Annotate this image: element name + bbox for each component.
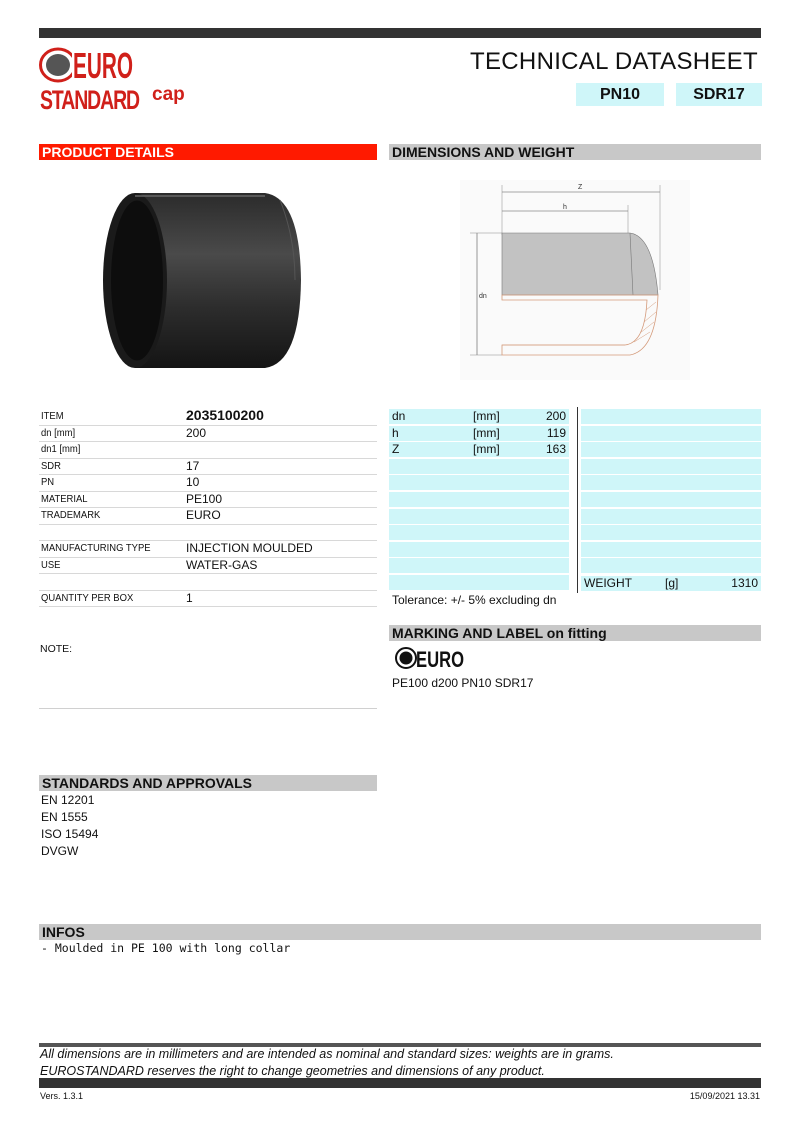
spec-value: 200 [186, 425, 207, 440]
marking-logo-text: EURO [416, 647, 464, 672]
date-text: 15/09/2021 13.31 [689, 1091, 760, 1101]
technical-drawing [460, 180, 690, 380]
spec-value: WATER-GAS [186, 557, 258, 572]
standards-header: STANDARDS AND APPROVALS [39, 775, 377, 791]
eurostandard-logo [39, 46, 139, 118]
weight-unit: [g] [665, 576, 679, 590]
dimension-row [389, 558, 569, 573]
dimension-val: 119 [546, 425, 566, 440]
dimension-row [389, 459, 569, 474]
document-title: TECHNICAL DATASHEET [470, 48, 758, 75]
spec-label: dn1 [mm] [41, 443, 81, 455]
dimension-row [389, 475, 569, 490]
standard-item: EN 1555 [41, 810, 88, 824]
footer-line-1: All dimensions are in millimeters and are intended as nominal and standard sizes: weights are in grams. [40, 1047, 614, 1061]
dimension-row-right [581, 525, 761, 540]
dimension-row [389, 525, 569, 540]
dimension-name: dn [392, 409, 406, 423]
dimension-separator [577, 407, 578, 593]
spec-label: dn [mm] [41, 426, 76, 439]
drawing-label-h: h [563, 204, 567, 211]
dimension-row-right [581, 509, 761, 524]
spec-row [39, 458, 377, 476]
spec-row [39, 590, 377, 608]
spec-row [39, 491, 377, 509]
spec-value: 10 [186, 475, 200, 489]
marking-logo [395, 646, 465, 670]
note-label: NOTE: [40, 643, 73, 655]
dimension-row [389, 575, 569, 590]
spec-row [39, 540, 377, 558]
dimension-val: 163 [545, 442, 566, 457]
dimension-row-right [581, 426, 761, 441]
dimension-row-right [581, 475, 761, 490]
spec-row [39, 524, 377, 542]
tolerance-text: Tolerance: +/- 5% excluding dn [392, 593, 557, 607]
dimension-name: Z [392, 442, 400, 457]
sdr-badge: SDR17 [676, 83, 762, 106]
spec-label: PN [41, 476, 55, 488]
spec-value: 1 [186, 590, 193, 605]
dimension-val: 200 [545, 409, 566, 423]
spec-label: MANUFACTURING TYPE [41, 542, 151, 554]
dimension-row [389, 509, 569, 524]
spec-row [39, 425, 377, 443]
dimension-row-right [581, 492, 761, 507]
spec-value: INJECTION MOULDED [186, 541, 313, 555]
standard-item: ISO 15494 [41, 827, 99, 841]
dimension-unit: [mm] [473, 425, 500, 440]
brand-bottom-text: STANDARD [40, 85, 139, 115]
product-name: cap [152, 84, 185, 105]
dimension-row-right [581, 442, 761, 457]
dimension-row [389, 542, 569, 557]
spec-label: TRADEMARK [41, 509, 101, 521]
weight-value: 1310 [731, 576, 758, 590]
note-divider [39, 708, 377, 709]
marking-text: PE100 d200 PN10 SDR17 [392, 676, 534, 690]
footer-bar [39, 1078, 761, 1088]
spec-value: 2035100200 [186, 407, 264, 423]
standard-item: EN 12201 [41, 793, 95, 807]
spec-value: PE100 [186, 491, 223, 506]
footer-line-2: EUROSTANDARD reserves the right to change geometries and dimensions of any product. [40, 1064, 545, 1078]
weight-row [581, 576, 761, 591]
spec-value: 17 [186, 458, 200, 473]
infos-text: - Moulded in PE 100 with long collar [41, 941, 291, 955]
dimension-unit: [mm] [473, 442, 500, 457]
pn-badge: PN10 [576, 83, 664, 106]
dimension-row [389, 409, 569, 424]
spec-label: MATERIAL [41, 492, 88, 505]
dimension-row [389, 492, 569, 507]
spec-row [39, 507, 377, 525]
spec-label: ITEM [41, 410, 64, 422]
weight-label: WEIGHT [584, 576, 632, 590]
spec-row [39, 557, 377, 575]
dimension-row [389, 426, 569, 441]
dimension-row [389, 442, 569, 457]
brand-top-text: EURO [73, 45, 133, 86]
spec-label: SDR [41, 459, 61, 472]
version-text: Vers. 1.3.1 [40, 1091, 84, 1101]
footer-disclaimer [40, 1046, 614, 1080]
dimension-name: h [392, 425, 399, 440]
drawing-label-z: Z [578, 184, 583, 191]
standard-item: DVGW [41, 844, 79, 858]
spec-row [39, 408, 377, 426]
spec-value: EURO [186, 508, 221, 522]
dimension-row-right [581, 542, 761, 557]
product-image [95, 188, 305, 373]
spec-row [39, 474, 377, 492]
spec-label: USE [41, 558, 61, 571]
dimension-row-right [581, 558, 761, 573]
euro-logo-mark [39, 46, 135, 84]
top-bar [39, 28, 761, 38]
spec-row [39, 573, 377, 591]
infos-header: INFOS [39, 924, 761, 940]
drawing-label-dn: dn [479, 293, 487, 300]
spec-label: QUANTITY PER BOX [41, 591, 134, 604]
dimension-row-right [581, 409, 761, 424]
product-details-header: PRODUCT DETAILS [39, 144, 377, 160]
dimension-row-right [581, 459, 761, 474]
dimensions-weight-header: DIMENSIONS AND WEIGHT [389, 144, 761, 160]
dimension-unit: [mm] [473, 409, 500, 423]
spec-row [39, 441, 377, 459]
marking-header: MARKING AND LABEL on fitting [389, 625, 761, 641]
